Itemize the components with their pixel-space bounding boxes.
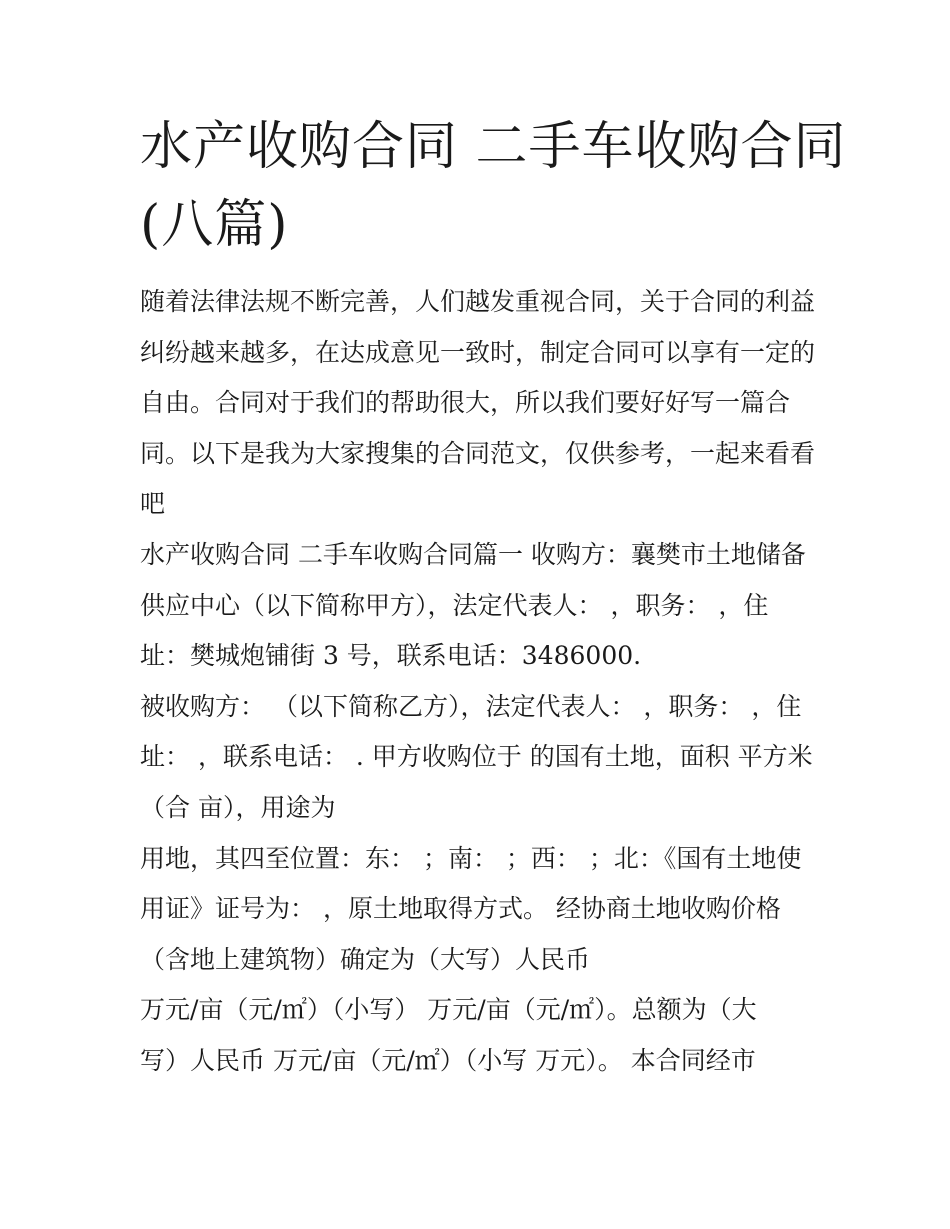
text-line: 址： ，联系电话： . 甲方收购位于 的国有土地，面积 平方米	[140, 742, 813, 772]
paragraph-land-use	[140, 834, 816, 986]
text-line: 吧	[140, 489, 166, 519]
text-line: （含地上建筑物）确定为（大写）人民币	[140, 944, 591, 974]
text-line: 自由。合同对于我们的帮助很大，所以我们要好好写一篇合	[140, 388, 791, 418]
paragraph-price	[140, 985, 816, 1086]
text-line: 用地，其四至位置：东： ；南： ；西： ；北：《国有土地使	[140, 843, 802, 873]
paragraph-purchaser	[140, 530, 816, 682]
text-line: 随着法律法规不断完善，人们越发重视合同，关于合同的利益	[140, 287, 816, 316]
document-title	[140, 108, 847, 264]
title-line: 水产收购合同 二手车收购合同	[140, 117, 847, 177]
text-line: （合 亩），用途为	[140, 792, 336, 822]
text-line: 址：樊城炮铺街 3 号，联系电话：3486000.	[140, 641, 642, 671]
paragraph-intro	[140, 277, 816, 530]
text-line: 用证》证号为： ，原土地取得方式。 经协商土地收购价格	[140, 894, 781, 924]
document-body	[140, 277, 816, 1087]
title-line: (八篇)	[140, 195, 289, 255]
paragraph-seller	[140, 682, 816, 834]
text-line: 被收购方： （以下简称乙方），法定代表人： ，职务： ，住	[140, 691, 802, 721]
text-line: 写）人民币 万元/亩（元/㎡）（小写 万元）。 本合同经市	[140, 1045, 756, 1075]
text-line: 纠纷越来越多，在达成意见一致时，制定合同可以享有一定的	[140, 337, 816, 367]
text-line: 万元/亩（元/㎡）（小写） 万元/亩（元/㎡）。总额为（大	[140, 995, 757, 1025]
text-line: 同。以下是我为大家搜集的合同范文，仅供参考，一起来看看	[140, 438, 816, 468]
text-line: 供应中心（以下简称甲方），法定代表人： ，职务： ，住	[140, 590, 769, 620]
text-line: 水产收购合同 二手车收购合同篇一 收购方：襄樊市土地储备	[140, 539, 806, 569]
